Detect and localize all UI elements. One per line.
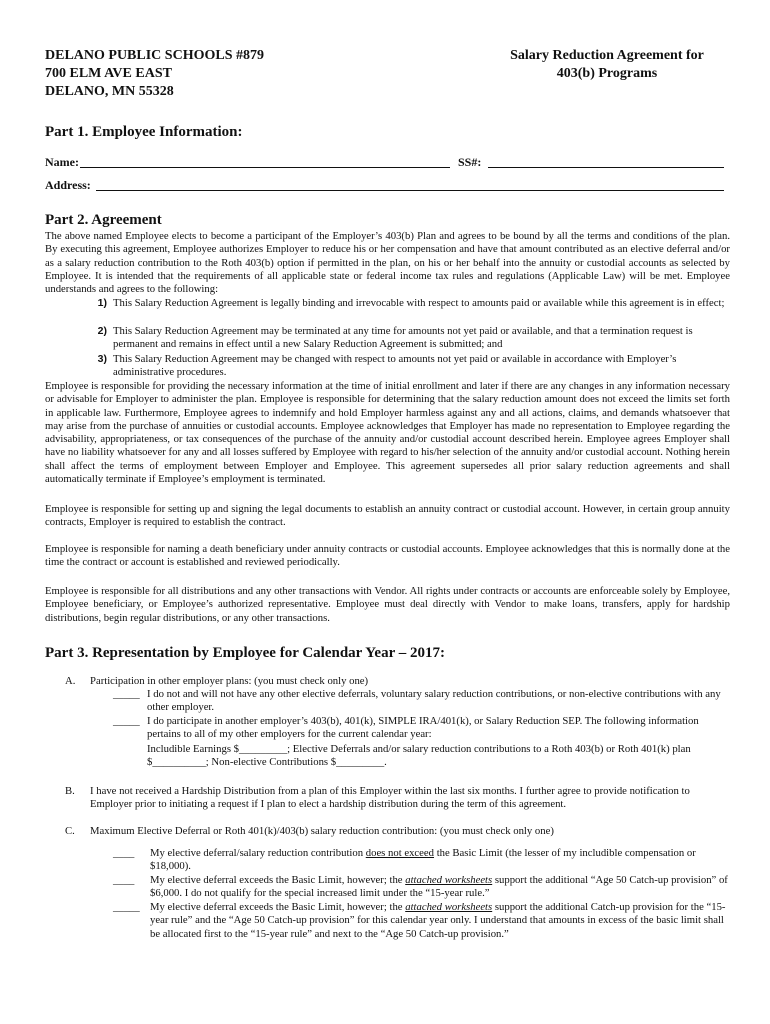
beneficiary-paragraph: Employee is responsible for naming a death beneficiary under annuity contracts or custodial accounts. Employee acknowledges that this is normally done at the time the contract or account is established and reviewed periodically. [45,543,730,569]
part2-heading: Part 2. Agreement [45,212,162,228]
item-text: This Salary Reduction Agreement is legally binding and irrevocable with respect to amounts paid or available while this agreement is in effect; [113,297,725,309]
title-line-1: Salary Reduction Agreement for [510,48,704,63]
section-b-letter: B. [65,785,75,797]
address-field[interactable] [96,178,724,191]
distributions-paragraph: Employee is responsible for all distributions and any other transactions with Vendor. All rights under contracts or accounts are enforceable solely by Employee, Employee beneficiary, or Employee’s authorized representative. Employee must deal directly with Vendor to make loans, transfers, apply for hardship distributions, begin regular distributions, or any other transactions. [45,585,730,624]
ss-label: SS#: [458,155,482,169]
option-text-pre: My elective deferral exceeds the Basic Limit, however; the [150,874,406,886]
section-c-option-1-text [150,847,730,874]
section-c-option-1-checkbox[interactable]: ____ [113,847,135,859]
section-a-contribution-fields[interactable]: Includible Earnings $_________; Elective Deferrals and/or salary reduction contributions to a Roth 403(b) or Roth 401(k) plan $__________; Non-elective Contributions $_________. [147,743,691,769]
item-number: 3) [97,353,107,365]
responsibility-paragraph: Employee is responsible for providing the necessary information at the time of initial enrollment and later if there are any changes in any information necessary or advisable for Employer to administer the plan. Employee is responsible for determining that the salary reduction amount does not exceed the limits set forth in applicable law. Furthermore, Employee agrees to indemnify and hold Employer harmless against any and all actions, claims, and demands whatsoever that may arise from the purchase of annuities or custodial accounts. Employee acknowledges that Employer has made no representation to Employee regarding the advisability, appropriateness, or tax consequences of the purchase of the annuity and/or custodial account described herein. Employee agrees Employer shall have no liability whatsoever for any and all losses suffered by Employee with regard to his/her selection of the annuity and/or custodial account. Nothing herein shall affect the terms of employment between Employer and Employee. This agreement supersedes all prior salary reduction agreements and shall automatically terminate if Employee’s employment is terminated. [45,380,730,486]
section-c-option-3-text [150,901,730,941]
section-a-letter: A. [65,675,76,687]
name-label: Name: [45,155,79,169]
section-a-option-2-checkbox[interactable]: _____ [113,715,140,727]
title-line-2: 403(b) Programs [556,66,658,81]
part3-heading: Part 3. Representation by Employee for Calendar Year – 2017: [45,645,445,661]
legal-docs-paragraph: Employee is responsible for setting up and signing the legal documents to establish an annuity contract or custodial account. However, in certain group annuity contracts, Employer is required to establish the contract. [45,503,730,529]
option-text-pre: My elective deferral exceeds the Basic Limit, however; the [150,901,406,913]
option-text-underlined: does not exceed [365,847,435,859]
section-a-option-1-checkbox[interactable]: _____ [113,688,140,700]
section-c-option-2-text [150,874,730,901]
name-field[interactable] [80,155,450,168]
section-b-text: I have not received a Hardship Distribution from a plan of this Employer within the last six months. I further agree to provide notification to Employer prior to initiating a request if I plan to elect a hardship distribution during the term of this agreement. [90,785,690,811]
org-name: DELANO PUBLIC SCHOOLS #879 [45,48,264,63]
item-number: 1) [97,297,107,309]
document-title [488,47,726,83]
section-a-option-2-text: I do participate in another employer’s 403(b), 401(k), SIMPLE IRA/401(k), or Salary Reduction SEP. The following information pertains to all of my other employers for the current calendar year: [147,715,699,741]
agreement-intro: The above named Employee elects to become a participant of the Employer’s 403(b) Plan and agrees to be bound by all the terms and conditions of the plan. By executing this agreement, Employee authorizes Employer to reduce his or her compensation and have that amount contributed as an elective deferral and/or as a salary reduction contribution to the Roth 403(b) option if permitted in the plan, on his or her behalf into the annuity or custodial accounts as selected by Employee. It is intended that the requirements of all applicable state or federal income tax rules and regulations (Applicable Law) will be met. Employee understands and agrees to the following: [45,230,730,296]
item-number: 2) [97,325,107,337]
org-city: DELANO, MN 55328 [45,84,174,99]
item-text: This Salary Reduction Agreement may be changed with respect to amounts not yet paid or available in accordance with Employer’s administrative procedures. [113,353,677,379]
section-a-text: Participation in other employer plans: (you must check only one) [90,675,369,687]
option-text-post: support the additional Catch-up provision for the “15-year rule” and the “Age 50 Catch-up provision” for this calendar year only. I understand that amounts in excess of the basic limit shall be allocated first to the “15-year rule” and next to the “Age 50 Catch-up provision.” [150,901,726,940]
address-label: Address: [45,178,91,192]
option-text-post: the Basic Limit (the lesser of my includible compensation or $18,000). [150,847,696,873]
item-text: This Salary Reduction Agreement may be terminated at any time for amounts not yet paid or available, and that a termination request is permanent and remains in effect until a new Salary Reduction Agreement is submitted; and [113,325,693,351]
section-c-option-3-checkbox[interactable]: _____ [113,901,140,913]
agreement-item [97,297,728,310]
agreement-item [97,325,728,352]
org-street: 700 ELM AVE EAST [45,66,172,81]
section-c-text: Maximum Elective Deferral or Roth 401(k)/403(b) salary reduction contribution: (you must check only one) [90,825,554,837]
option-text-pre: My elective deferral/salary reduction contribution [150,847,366,859]
section-c-letter: C. [65,825,75,837]
ss-field[interactable] [488,155,724,168]
section-a-option-1-text: I do not and will not have any other elective deferrals, voluntary salary reduction contributions, or non-elective contributions with any other employer. [147,688,721,714]
section-c-option-2-checkbox[interactable]: ____ [113,874,135,886]
org-address-block [45,47,264,101]
part1-heading: Part 1. Employee Information: [45,124,243,140]
option-text-post: support the additional “Age 50 Catch-up provision” of $6,000. I do not qualify for the special increased limit under the “15-year rule.” [150,874,728,900]
option-text-underlined: attached worksheets [405,874,493,886]
agreement-item [97,353,728,380]
option-text-underlined: attached worksheets [405,901,493,913]
